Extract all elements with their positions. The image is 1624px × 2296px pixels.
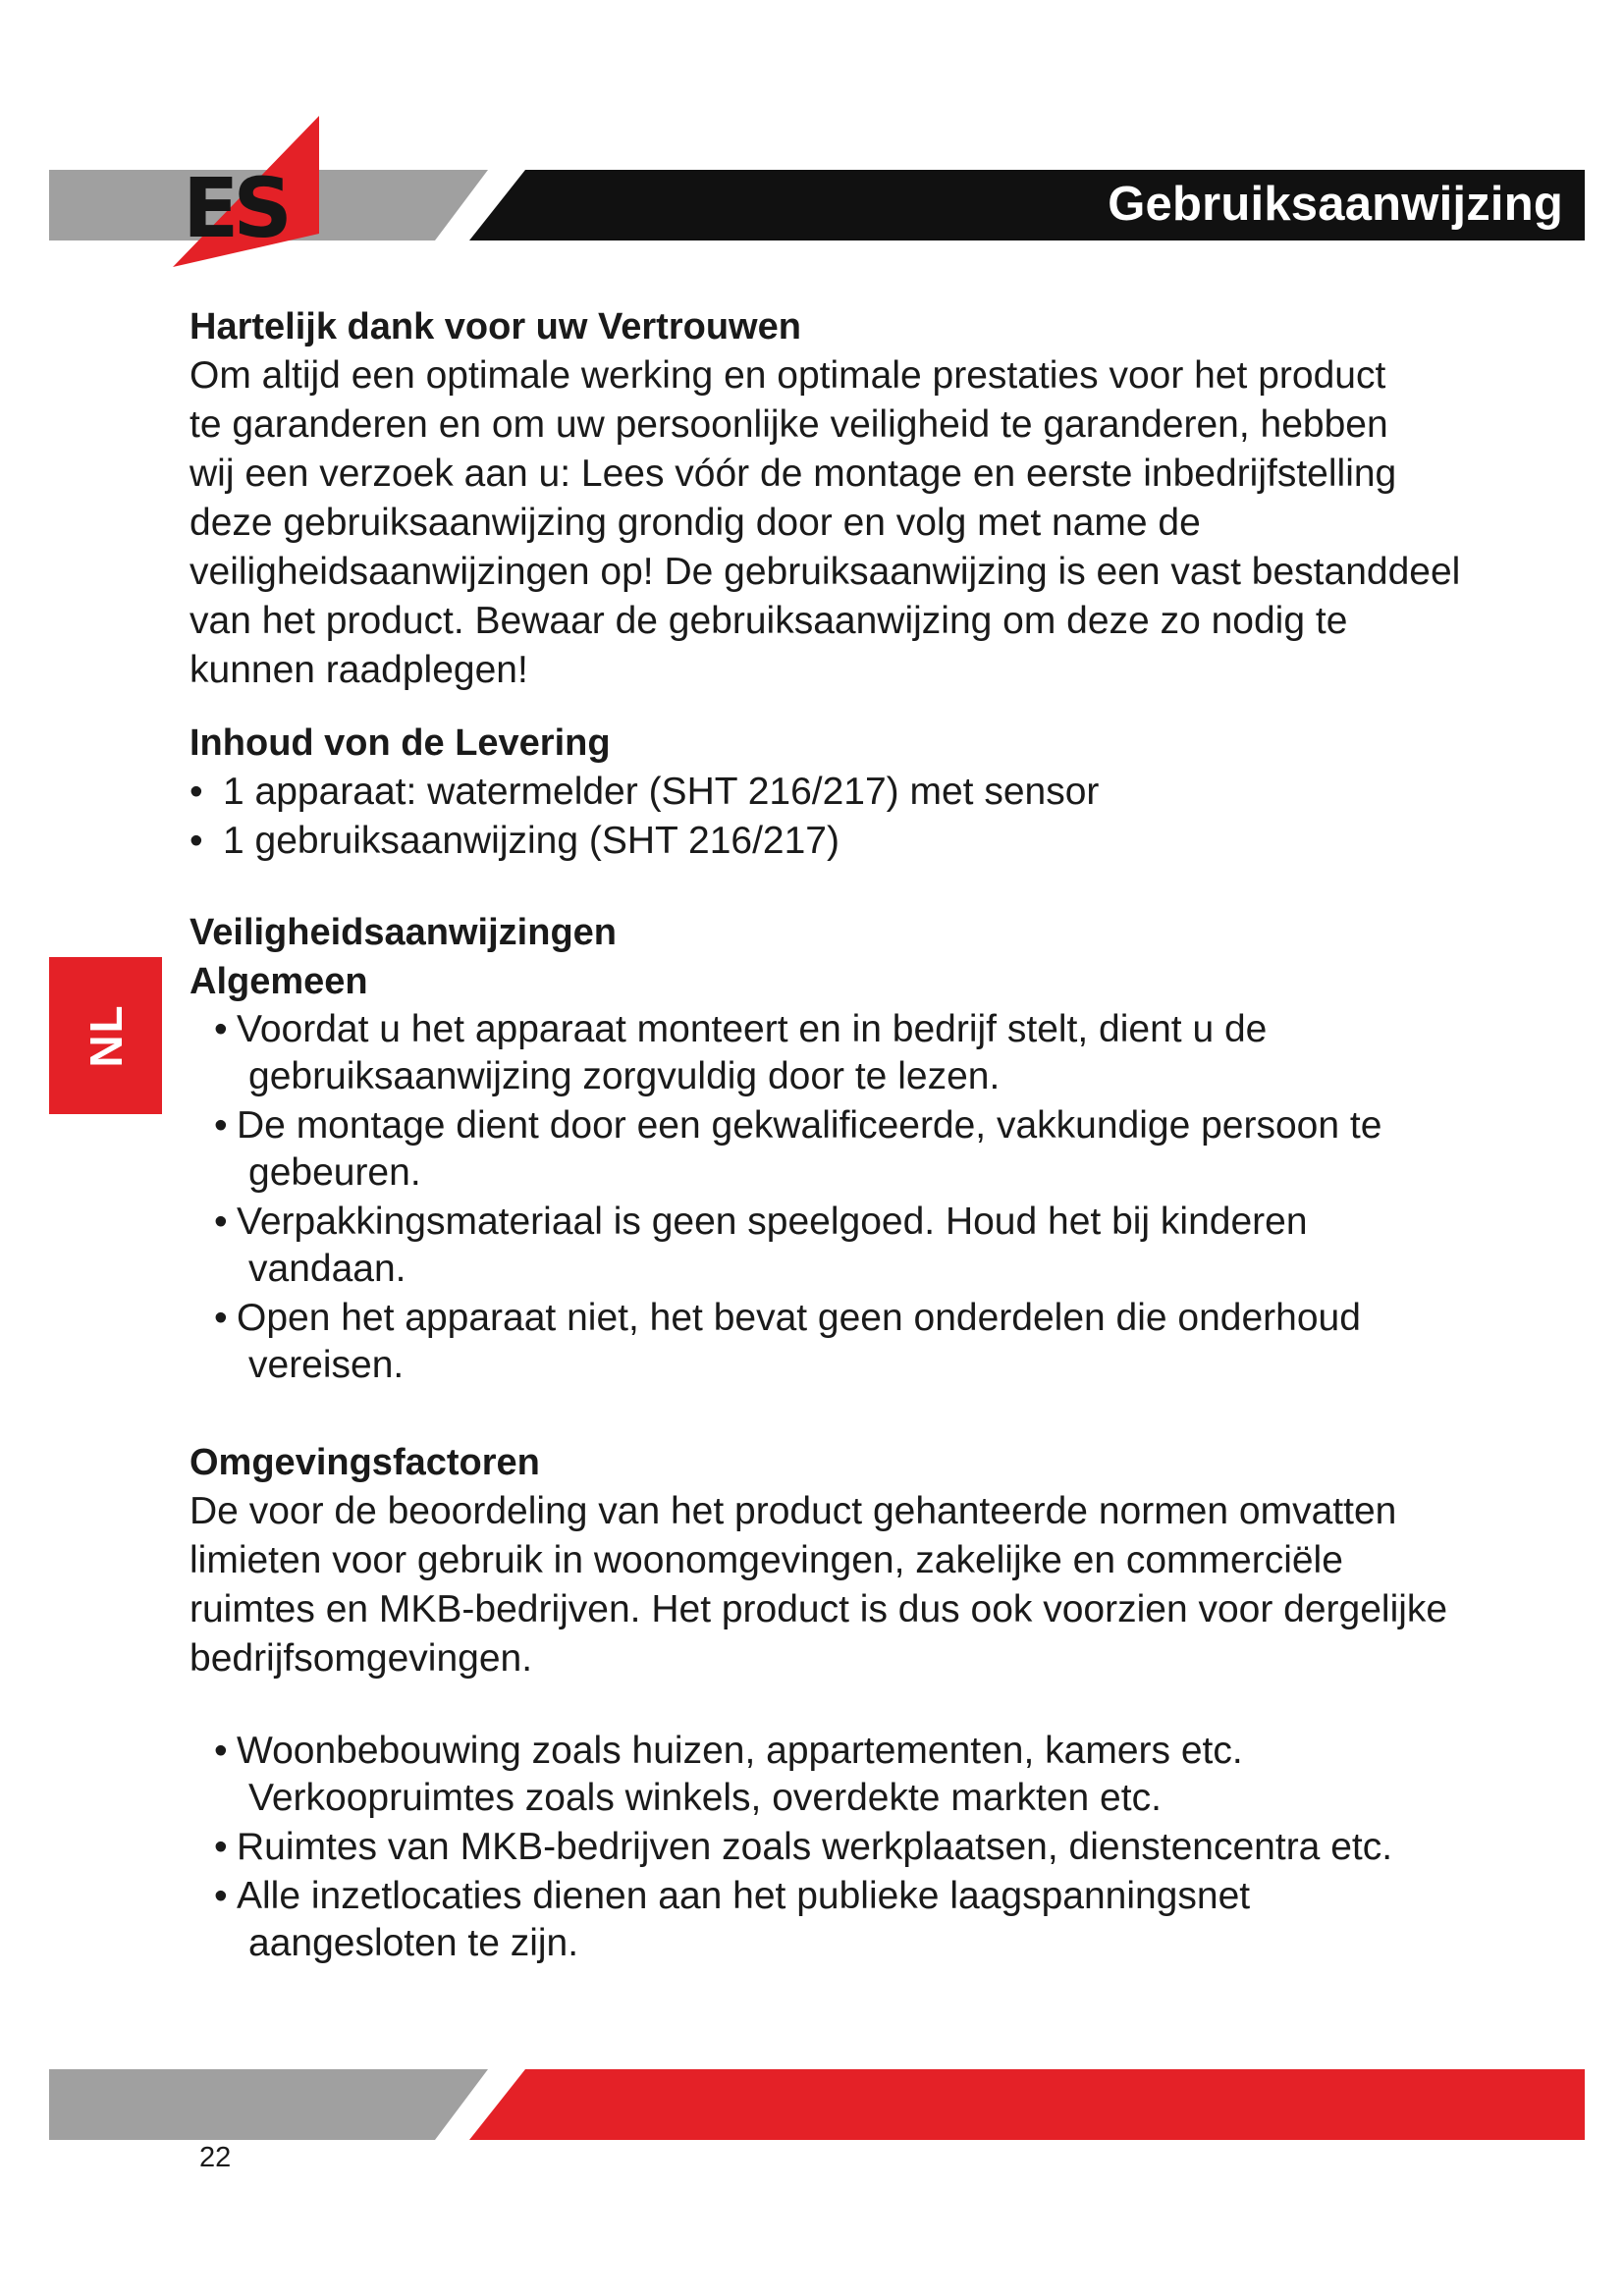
safety-list: [189, 1006, 1381, 1389]
company-logo: ES: [183, 160, 287, 256]
environment-line: De voor de beoordeling van het product gehanteerde normen omvatten: [189, 1490, 1397, 1532]
footer-red-bar: [469, 2069, 1585, 2140]
list-item-text: Voordat u het apparaat monteert en in bedrijf stelt, dient u de: [237, 1008, 1268, 1050]
page-title: Gebruiksaanwijzing: [1108, 178, 1563, 231]
list-item: [214, 1199, 1381, 1293]
list-item-text: Ruimtes van MKB-bedrijven zoals werkplaatsen, dienstencentra etc.: [237, 1826, 1393, 1868]
bullet-icon: •: [214, 1008, 228, 1050]
environment-line: limieten voor gebruik in woonomgevingen, zakelijke en commerciële: [189, 1539, 1343, 1581]
environment-line: ruimtes en MKB-bedrijven. Het product is dus ook voorzien voor dergelijke: [189, 1588, 1448, 1630]
list-item-text: Woonbebouwing zoals huizen, appartementen, kamers etc.: [237, 1730, 1243, 1772]
environment-line: bedrijfsomgevingen.: [189, 1637, 533, 1680]
language-tab: [49, 957, 162, 1114]
list-item-text: De montage dient door een gekwalificeerde, vakkundige persoon te: [237, 1104, 1382, 1147]
list-item-text: Verkoopruimtes zoals winkels, overdekte markten etc.: [248, 1777, 1162, 1819]
intro-line: Om altijd een optimale werking en optimale prestaties voor het product: [189, 354, 1386, 397]
bullet-icon: •: [214, 1104, 228, 1147]
intro-line: te garanderen en om uw persoonlijke veiligheid te garanderen, hebben: [189, 403, 1388, 446]
list-item: [189, 817, 1099, 866]
list-item-text: vereisen.: [248, 1344, 405, 1386]
delivery-section: [189, 719, 1099, 866]
list-item-text: Alle inzetlocaties dienen aan het publieke laagspanningsnet: [237, 1875, 1251, 1917]
footer-gray-bar: [49, 2069, 488, 2140]
list-item-text: vandaan.: [248, 1248, 406, 1290]
intro-line: kunnen raadplegen!: [189, 649, 528, 691]
list-item: [214, 1824, 1447, 1871]
list-item: [189, 768, 1099, 817]
list-item-text: gebruiksaanwijzing zorgvuldig door te lezen.: [248, 1055, 1001, 1097]
safety-heading: Veiligheidsaanwijzingen: [189, 912, 617, 953]
intro-section: [189, 302, 1460, 695]
list-item-text: 1 apparaat: watermelder (SHT 216/217) met sensor: [223, 771, 1100, 813]
safety-subheading: Algemeen: [189, 961, 368, 1002]
bullet-icon: •: [214, 1201, 228, 1243]
list-item: [214, 1728, 1447, 1822]
intro-line: veiligheidsaanwijzingen op! De gebruiksaanwijzing is een vast bestanddeel: [189, 551, 1461, 593]
list-item-text: 1 gebruiksaanwijzing (SHT 216/217): [223, 820, 839, 862]
bullet-icon: •: [214, 1875, 228, 1917]
list-item: [214, 1295, 1381, 1389]
footer-band: [0, 2042, 1624, 2140]
page-number: 22: [199, 2142, 232, 2173]
list-item-text: gebeuren.: [248, 1151, 421, 1194]
environment-list: [189, 1728, 1447, 1967]
bullet-icon: •: [214, 1297, 228, 1339]
delivery-heading: Inhoud von de Levering: [189, 722, 611, 764]
safety-section: [189, 908, 1381, 1391]
environment-heading: Omgevingsfactoren: [189, 1442, 540, 1483]
bullet-icon: •: [214, 1730, 228, 1772]
bullet-icon: •: [189, 820, 203, 862]
language-tab-label: NL: [80, 1003, 132, 1068]
list-item-text: aangesloten te zijn.: [248, 1922, 579, 1964]
bullet-icon: •: [189, 771, 203, 813]
list-item-text: Open het apparaat niet, het bevat geen onderdelen die onderhoud: [237, 1297, 1361, 1339]
list-item: [214, 1102, 1381, 1197]
delivery-list: [189, 768, 1099, 866]
list-item: [214, 1873, 1447, 1967]
list-item: [214, 1006, 1381, 1100]
intro-line: van het product. Bewaar de gebruiksaanwijzing om deze zo nodig te: [189, 600, 1348, 642]
intro-heading: Hartelijk dank voor uw Vertrouwen: [189, 306, 801, 347]
list-item-text: Verpakkingsmateriaal is geen speelgoed. Houd het bij kinderen: [237, 1201, 1308, 1243]
intro-line: wij een verzoek aan u: Lees vóór de montage en eerste inbedrijfstelling: [189, 453, 1397, 495]
environment-section: [189, 1438, 1447, 1969]
bullet-icon: •: [214, 1826, 228, 1868]
intro-line: deze gebruiksaanwijzing grondig door en volg met name de: [189, 502, 1201, 544]
